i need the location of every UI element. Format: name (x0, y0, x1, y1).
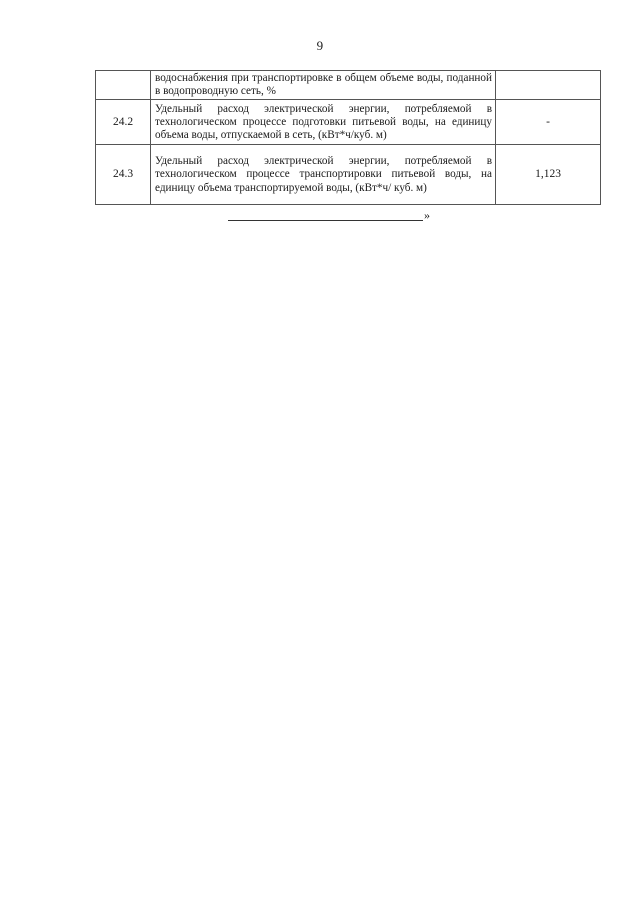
row-value-cell: - (496, 100, 601, 145)
closing-line (228, 209, 430, 221)
indicators-table (95, 70, 601, 205)
row-description-cell: Удельный расход электрической энергии, потребляемой в технологическом процессе транспортировки питьевой воды, на единицу объема транспортируемой воды, (кВт*ч/ куб. м) (151, 145, 496, 205)
table-row (96, 100, 601, 145)
separator-line (228, 210, 423, 221)
page-number: 9 (316, 38, 324, 53)
closing-quote-mark: » (424, 208, 430, 222)
row-number-cell: 24.3 (96, 145, 151, 205)
table-row (96, 145, 601, 205)
row-description-cell: водоснабжения при транспортировке в общем объеме воды, поданной в водопроводную сеть, % (151, 71, 496, 100)
row-description-cell: Удельный расход электрической энергии, потребляемой в технологическом процессе подготовки питьевой воды, на единицу объема воды, отпускаемой в сеть, (кВт*ч/куб. м) (151, 100, 496, 145)
row-value-cell (496, 71, 601, 100)
table-row (96, 71, 601, 100)
row-value-cell: 1,123 (496, 145, 601, 205)
row-number-cell: 24.2 (96, 100, 151, 145)
row-number-cell (96, 71, 151, 100)
